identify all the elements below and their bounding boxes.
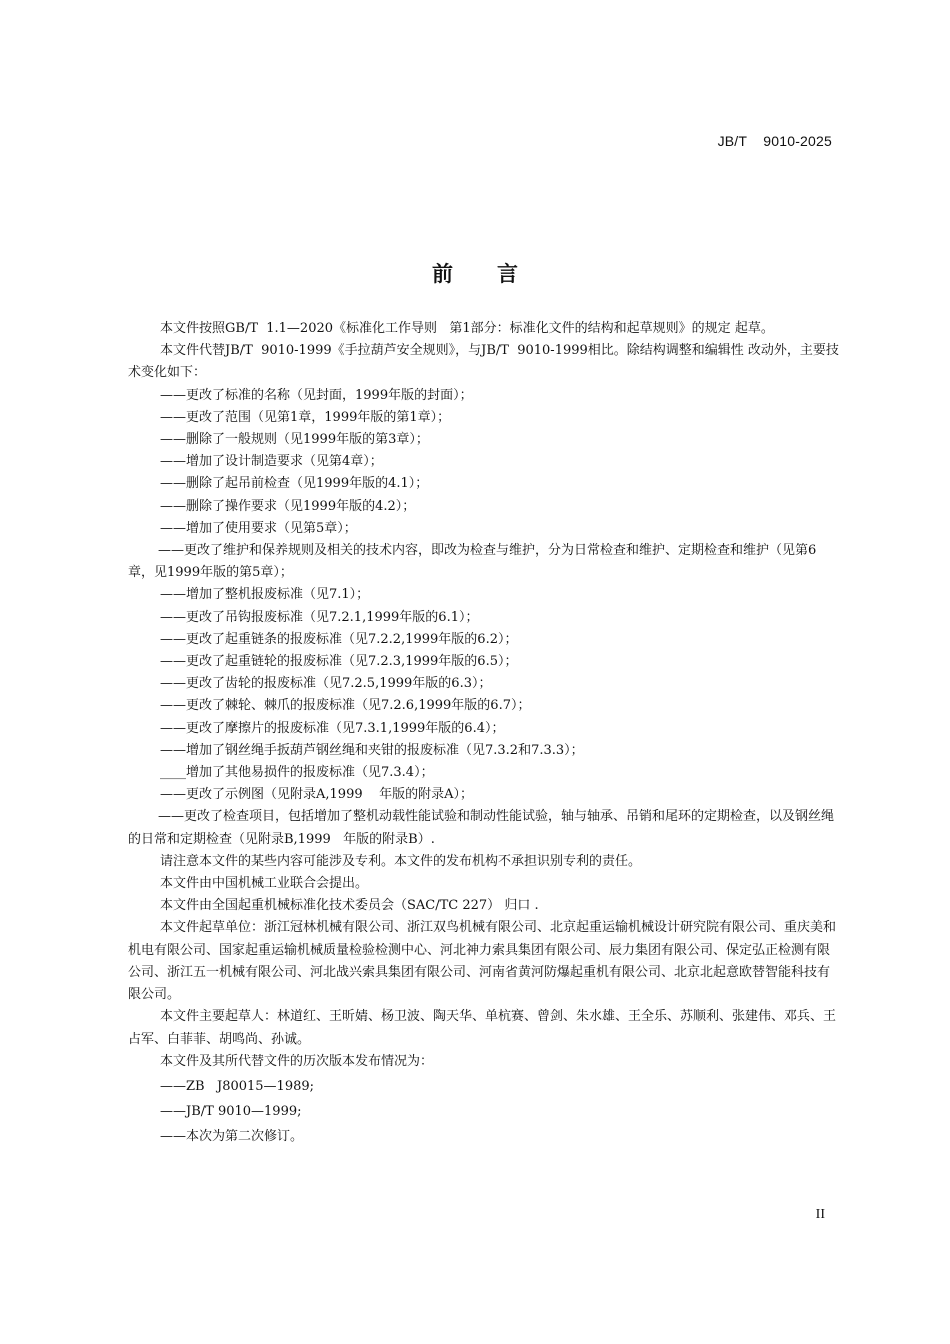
- document-body: [128, 318, 840, 1149]
- list-item: ——更改了起重链条的报废标准（见7.2.2,1999年版的6.2）；: [160, 631, 518, 647]
- list-item: ——更改了标准的名称（见封面，1999年版的封面）；: [160, 387, 473, 403]
- paragraph-patent-notice: 请注意本文件的某些内容可能涉及专利。本文件的发布机构不承担识别专利的责任。: [160, 853, 642, 869]
- list-item: ——更改了范围（见第1章，1999年版的第1章）；: [160, 409, 451, 425]
- list-item: ——更改了齿轮的报废标准（见7.2.5,1999年版的6.3）；: [160, 676, 492, 692]
- page-number: II: [815, 1207, 825, 1222]
- list-item: ——删除了起吊前检查（见1999年版的4.1）；: [160, 476, 429, 492]
- list-item: ——更改了摩擦片的报废标准（见7.3.1,1999年版的6.4）；: [160, 720, 505, 736]
- list-item: ——删除了一般规则（见1999年版的第3章）；: [160, 432, 429, 448]
- list-item: ——更改了吊钩报废标准（见7.2.1,1999年版的6.1）；: [160, 609, 479, 625]
- list-item: ——增加了设计制造要求（见第4章）；: [160, 454, 383, 470]
- list-item: ——JB/T 9010—1999;: [160, 1104, 302, 1120]
- list-item: ——增加了整机报废标准（见7.1）；: [160, 587, 370, 603]
- page-title: 前言: [432, 262, 562, 286]
- list-item: ——增加了使用要求（见第5章）；: [160, 520, 357, 536]
- paragraph-history-intro: 本文件及其所代替文件的历次版本发布情况为：: [160, 1053, 434, 1069]
- list-item: ——更改了维护和保养规则及相关的技术内容，即改为检查与维护，分为日常检查和维护、定期检查和维护（见第6章，见1999年版的第5章）；: [128, 543, 817, 581]
- paragraph-drafting-units: 本文件起草单位：浙江冠林机械有限公司、浙江双鸟机械有限公司、北京起重运输机械设计研究院有限公司、重庆美和机电有限公司、国家起重运输机械质量检验检测中心、河北神力索具集团有限公司、辰力集团有限公司、保定弘正检测有限公司、浙江五一机械有限公司、河北战兴索具集团有限公司、河南省黄河防爆起重机有限公司、北京北起意欧替智能科技有限公司。: [128, 920, 837, 1003]
- list-item: ——增加了钢丝绳手扳葫芦钢丝绳和夹钳的报废标准（见7.3.2和7.3.3）；: [160, 742, 584, 758]
- list-item: ——删除了操作要求（见1999年版的4.2）；: [160, 498, 416, 514]
- list-item: ——更改了棘轮、棘爪的报废标准（见7.2.6,1999年版的6.7）；: [160, 698, 531, 714]
- paragraph-drafting-rules: 本文件按照GB/T 1.1—2020《标准化工作导则 第1部分：标准化文件的结构和起草规则》的规定 起草。: [160, 321, 774, 336]
- standard-code: JB/T 9010-2025: [717, 133, 832, 149]
- paragraph-committee: 本文件由全国起重机械标准化技术委员会（SAC/TC 227） 归口 .: [160, 898, 539, 914]
- history-list: [128, 1076, 840, 1149]
- paragraph-proposer: 本文件由中国机械工业联合会提出。: [160, 876, 369, 892]
- list-item: ——本次为第二次修订。: [160, 1129, 304, 1145]
- list-item: ——更改了起重链轮的报废标准（见7.2.3,1999年版的6.5）；: [160, 654, 518, 670]
- changes-list: [128, 385, 840, 851]
- list-item: ——更改了检查项目，包括增加了整机动载性能试验和制动性能试验，轴与轴承、吊销和尾环的定期检查，以及钢丝绳的日常和定期检查（见附录B,1999 年版的附录B）.: [128, 809, 835, 847]
- paragraph-replacement: 本文件代替JB/T 9010-1999《手拉葫芦安全规则》，与JB/T 9010-1999相比。除结构调整和编辑性 改动外，主要技术变化如下：: [128, 343, 839, 381]
- list-item: ____增加了其他易损件的报废标准（见7.3.4）；: [160, 765, 434, 781]
- list-item: ——更改了示例图（见附录A,1999 年版的附录A）；: [160, 787, 474, 803]
- list-item: ——ZB J80015—1989;: [160, 1078, 315, 1094]
- paragraph-drafters: 本文件主要起草人：林道红、王昕婧、杨卫波、陶天华、单杭赛、曾剑、朱水雄、王全乐、苏顺利、张建伟、邓兵、王占军、白菲菲、胡鸣尚、孙诚。: [128, 1009, 837, 1047]
